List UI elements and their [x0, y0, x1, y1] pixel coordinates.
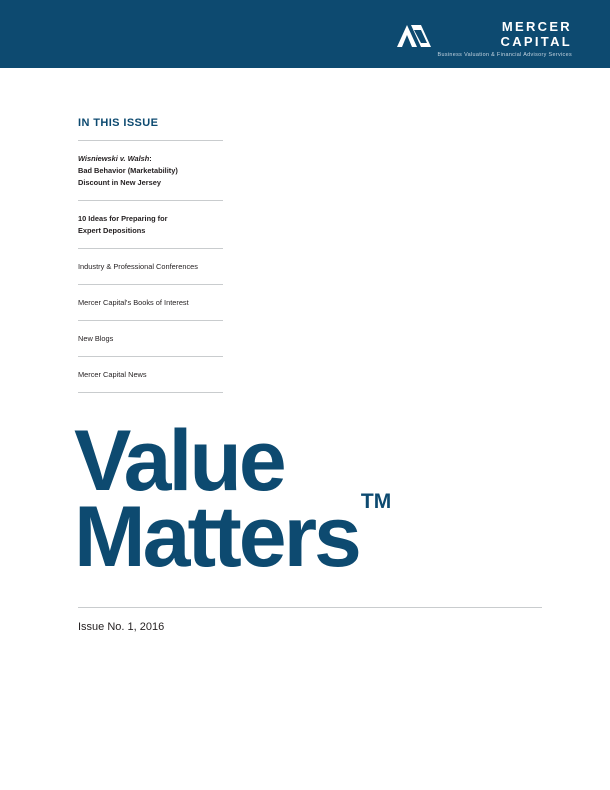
logo-tagline: Business Valuation & Financial Advisory Services — [437, 52, 572, 58]
list-item[interactable] — [78, 201, 223, 249]
logo-line-1: MERCER — [501, 19, 572, 34]
in-this-issue-panel — [78, 117, 223, 393]
masthead-line-2: Matters — [74, 488, 359, 585]
list-item[interactable] — [78, 141, 223, 201]
horizontal-divider — [78, 607, 542, 608]
logo-wordmark — [438, 20, 572, 58]
trademark-symbol: TM — [360, 490, 392, 514]
item-line-2: Expert Depositions — [78, 225, 146, 235]
item-line-1: Mercer Capital News — [78, 369, 147, 379]
in-this-issue-heading: IN THIS ISSUE — [78, 117, 159, 129]
item-line-2: Bad Behavior (Marketability) — [78, 165, 178, 175]
header-band — [0, 0, 610, 68]
in-this-issue-list — [78, 140, 223, 393]
list-item[interactable] — [78, 249, 223, 285]
mercer-capital-mark-icon — [397, 21, 431, 47]
masthead-line-2-wrap — [74, 488, 392, 585]
item-line-1: Mercer Capital's Books of Interest — [78, 297, 189, 307]
item-line-3: Discount in New Jersey — [78, 177, 161, 187]
item-line-1: 10 Ideas for Preparing for — [78, 213, 168, 223]
item-line-1: New Blogs — [78, 333, 114, 343]
list-item[interactable] — [78, 285, 223, 321]
item-emphasis: Wisniewski v. Walsh — [78, 154, 150, 163]
list-item[interactable] — [78, 357, 223, 393]
item-emphasis-suffix: : — [149, 154, 152, 163]
mercer-capital-logo — [397, 20, 572, 58]
item-line-1: Industry & Professional Conferences — [78, 261, 198, 271]
list-item[interactable] — [78, 321, 223, 357]
logo-line-2: CAPITAL — [500, 34, 572, 49]
issue-number-label: Issue No. 1, 2016 — [78, 621, 165, 633]
masthead-title — [74, 413, 544, 585]
masthead-line-1: Value — [74, 413, 284, 509]
